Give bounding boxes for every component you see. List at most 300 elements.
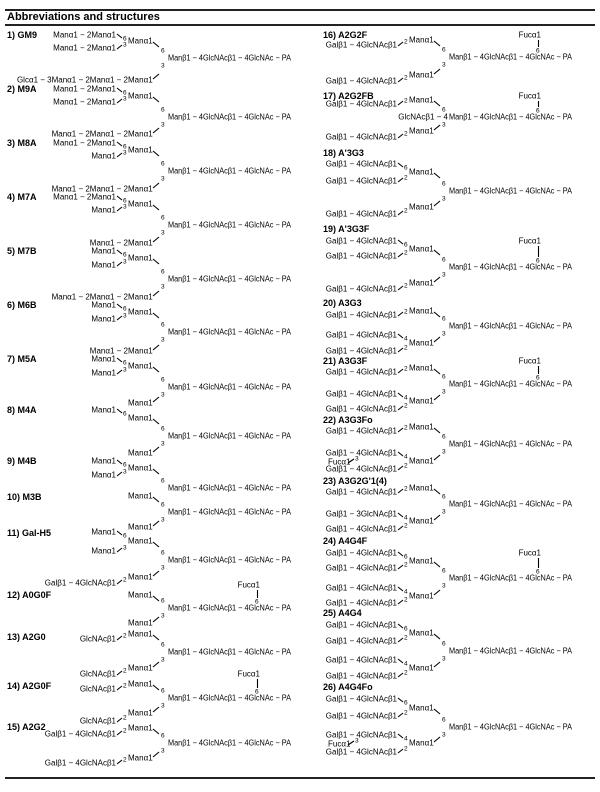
antenna: Galβ1 − 4GlcNAcβ1 bbox=[325, 346, 397, 356]
structure-label: 10) M3B bbox=[7, 492, 42, 502]
arm-mannose: Manα1 bbox=[128, 463, 153, 473]
arm-mannose: Manα1 bbox=[128, 663, 153, 673]
antenna: Galβ1 − 4GlcNAcβ1 bbox=[325, 159, 397, 169]
structure-label: 1) GM9 bbox=[7, 30, 38, 40]
linkage-bond bbox=[153, 313, 159, 318]
core-chain: Manβ1 − 4GlcNAcβ1 − 4GlcNAc − PA bbox=[168, 647, 292, 657]
structure-label: 25) A4G4 bbox=[323, 608, 362, 618]
core-chain: Manβ1 − 4GlcNAcβ1 − 4GlcNAc − PA bbox=[168, 166, 292, 176]
antenna: Galβ1 − 4GlcNAcβ1 bbox=[325, 524, 397, 534]
link-position: 2 bbox=[404, 365, 408, 373]
link-position: 6 bbox=[161, 376, 165, 384]
link-position: 3 bbox=[161, 612, 165, 620]
arm-mannose: Manα1 bbox=[128, 590, 153, 600]
structure-label: 9) M4B bbox=[7, 456, 37, 466]
antenna: Galβ1 − 4GlcNAcβ1 bbox=[325, 671, 397, 681]
structure-label: 7) M5A bbox=[7, 354, 37, 364]
arm-mannose: Manα1 bbox=[128, 307, 153, 317]
link-position: 6 bbox=[161, 501, 165, 509]
linkage-bond bbox=[117, 671, 122, 675]
antenna: Manα1 bbox=[91, 470, 116, 480]
linkage-bond bbox=[117, 548, 122, 552]
link-position: 6 bbox=[442, 315, 446, 323]
link-position: 2 bbox=[404, 424, 408, 432]
arm-mannose: Manα1 bbox=[128, 753, 153, 763]
linkage-bond bbox=[153, 151, 159, 156]
linkage-bond bbox=[153, 447, 159, 452]
arm-chain: Manα1 − 2 bbox=[89, 346, 128, 356]
link-position: 3 bbox=[442, 655, 446, 663]
link-position: 3 bbox=[123, 95, 127, 103]
arm-mannose: Manα1 bbox=[409, 663, 434, 673]
link-position: 6 bbox=[404, 625, 408, 633]
core-fucose: Fucα1 bbox=[237, 580, 260, 590]
antenna: Manα1 − 2Manα1 bbox=[53, 84, 116, 94]
arm-mannose: Manα1 bbox=[128, 413, 153, 423]
linkage-bond bbox=[117, 262, 122, 266]
structure-label: 2) M9A bbox=[7, 84, 37, 94]
linkage-bond bbox=[117, 460, 122, 464]
core-chain: Manβ1 − 4GlcNAcβ1 − 4GlcNAc − PA bbox=[449, 499, 573, 509]
linkage-bond bbox=[398, 749, 403, 753]
structure-label: 18) A'3G3 bbox=[323, 148, 364, 158]
linkage-bond bbox=[153, 542, 159, 547]
linkage-bond bbox=[153, 128, 159, 133]
arm-mannose: Manα1 bbox=[409, 95, 434, 105]
link-position: 6 bbox=[161, 268, 165, 276]
link-position: 3 bbox=[161, 391, 165, 399]
linkage-bond bbox=[117, 370, 122, 374]
linkage-bond bbox=[434, 41, 440, 46]
antenna: GlcNAcβ1 bbox=[79, 684, 116, 694]
core-fucose: Fucα1 bbox=[518, 30, 541, 40]
link-position: 6 bbox=[161, 47, 165, 55]
antenna: Galβ1 − 4GlcNAcβ1 bbox=[325, 426, 397, 436]
linkage-bond bbox=[434, 634, 440, 639]
link-position: 4 bbox=[404, 588, 408, 596]
antenna: Manα1 bbox=[91, 314, 116, 324]
structure-label: 23) A3G2G'1(4) bbox=[323, 476, 387, 486]
link-position: 2 bbox=[404, 38, 408, 46]
arm-mannose: Manα1 bbox=[128, 723, 153, 733]
arm-mannose: Manα1 bbox=[128, 129, 153, 139]
antenna: Manα1 bbox=[91, 527, 116, 537]
link-position: 3 bbox=[355, 455, 359, 463]
linkage-bond bbox=[117, 316, 122, 320]
linkage-bond bbox=[117, 409, 122, 413]
linkage-bond bbox=[398, 393, 403, 397]
linkage-bond bbox=[153, 183, 159, 188]
structure-label: 11) Gal-H5 bbox=[7, 528, 52, 538]
linkage-bond bbox=[398, 489, 403, 493]
structure-label: 15) A2G2 bbox=[7, 722, 46, 732]
link-position: 6 bbox=[123, 35, 127, 43]
structure-label: 12) A0G0F bbox=[7, 590, 52, 600]
arm-mannose: Manα1 bbox=[128, 145, 153, 155]
linkage-bond bbox=[398, 659, 403, 663]
link-position: 3 bbox=[161, 336, 165, 344]
core-fucose: Fucα1 bbox=[518, 91, 541, 101]
core-fucose: Fucα1 bbox=[518, 356, 541, 366]
linkage-bond bbox=[153, 571, 159, 576]
link-position: 6 bbox=[161, 214, 165, 222]
arm-chain: Manα1 − 2 bbox=[89, 238, 128, 248]
link-position: 6 bbox=[536, 374, 540, 382]
linkage-bond bbox=[398, 513, 403, 517]
antenna: Manα1 bbox=[91, 368, 116, 378]
arm-mannose: Manα1 bbox=[409, 591, 434, 601]
antenna: Galβ1 − 4GlcNAcβ1 bbox=[325, 389, 397, 399]
arm-mannose: Manα1 bbox=[128, 618, 153, 628]
link-position: 2 bbox=[123, 714, 127, 722]
antenna: Manα1 − 2Manα1 bbox=[53, 97, 116, 107]
arm-mannose: Manα1 bbox=[128, 629, 153, 639]
bottom-rule bbox=[5, 777, 595, 779]
link-position: 6 bbox=[161, 597, 165, 605]
structure-label: 8) M4A bbox=[7, 405, 37, 415]
core-chain: Manβ1 − 4GlcNAcβ1 − 4GlcNAc − PA bbox=[449, 112, 573, 122]
antenna: Manα1 bbox=[91, 405, 116, 415]
linkage-bond bbox=[117, 472, 122, 476]
linkage-bond bbox=[398, 163, 403, 167]
link-position: 6 bbox=[442, 256, 446, 264]
link-position: 2 bbox=[404, 709, 408, 717]
arm-mannose: Manα1 bbox=[128, 253, 153, 263]
link-position: 6 bbox=[536, 568, 540, 576]
link-position: 3 bbox=[123, 203, 127, 211]
linkage-bond bbox=[398, 565, 403, 569]
core-chain: Manβ1 − 4GlcNAcβ1 − 4GlcNAc − PA bbox=[449, 262, 573, 272]
link-position: 6 bbox=[442, 46, 446, 54]
linkage-bond bbox=[153, 74, 159, 79]
linkage-bond bbox=[434, 662, 440, 667]
structure-label: 3) M8A bbox=[7, 138, 37, 148]
linkage-bond bbox=[153, 367, 159, 372]
link-position: 6 bbox=[536, 257, 540, 265]
antenna: Galβ1 − 4GlcNAcβ1 bbox=[325, 464, 397, 474]
structure-label: 26) A4G4Fo bbox=[323, 682, 373, 692]
antenna: Galβ1 − 4GlcNAcβ1 bbox=[325, 598, 397, 608]
link-position: 6 bbox=[161, 106, 165, 114]
antenna: Manα1 − 2Manα1 bbox=[53, 192, 116, 202]
link-position: 6 bbox=[442, 567, 446, 575]
link-position: 3 bbox=[442, 508, 446, 516]
arm-mannose: Manα1 bbox=[409, 483, 434, 493]
link-position: 3 bbox=[442, 121, 446, 129]
linkage-bond bbox=[153, 685, 159, 690]
structure-label: 5) M7B bbox=[7, 246, 37, 256]
link-position: 3 bbox=[442, 448, 446, 456]
linkage-bond bbox=[153, 42, 159, 47]
linkage-bond bbox=[117, 731, 122, 735]
linkage-bond bbox=[153, 469, 159, 474]
link-position: 3 bbox=[123, 366, 127, 374]
antenna: Manα1 bbox=[91, 260, 116, 270]
link-position: 3 bbox=[123, 149, 127, 157]
arm-mannose: Manα1 bbox=[128, 708, 153, 718]
link-position: 6 bbox=[161, 732, 165, 740]
link-position: 4 bbox=[404, 660, 408, 668]
structure-label: 19) A'3G3F bbox=[323, 224, 370, 234]
link-position: 6 bbox=[123, 197, 127, 205]
arm-mannose: Manα1 bbox=[128, 75, 153, 85]
linkage-bond bbox=[153, 259, 159, 264]
arm-mannose: Manα1 bbox=[409, 628, 434, 638]
core-chain: Manβ1 − 4GlcNAcβ1 − 4GlcNAc − PA bbox=[449, 646, 573, 656]
structure-label: 21) A3G3F bbox=[323, 356, 368, 366]
antenna: Galβ1 − 4GlcNAcβ1 bbox=[325, 636, 397, 646]
linkage-bond bbox=[398, 42, 403, 46]
linkage-bond bbox=[398, 552, 403, 556]
link-position: 3 bbox=[123, 312, 127, 320]
link-position: 3 bbox=[161, 229, 165, 237]
link-position: 2 bbox=[404, 74, 408, 82]
arm-chain: Glcα1 − 3Manα1 − 2Manα1 − 2 bbox=[16, 75, 128, 85]
link-position: 2 bbox=[404, 669, 408, 677]
arm-mannose: Manα1 bbox=[128, 398, 153, 408]
linkage-bond bbox=[117, 207, 122, 211]
link-position: 6 bbox=[442, 373, 446, 381]
antenna: Galβ1 − 4GlcNAcβ1 bbox=[325, 487, 397, 497]
arm-mannose: Manα1 bbox=[128, 184, 153, 194]
core-chain: Manβ1 − 4GlcNAcβ1 − 4GlcNAc − PA bbox=[168, 53, 292, 63]
link-position: 6 bbox=[442, 180, 446, 188]
arm-mannose: Manα1 bbox=[409, 35, 434, 45]
linkage-bond bbox=[117, 196, 122, 200]
link-position: 3 bbox=[355, 737, 359, 745]
linkage-bond bbox=[434, 562, 440, 567]
antenna: Galβ1 − 4GlcNAcβ1 bbox=[325, 448, 397, 458]
core-chain: Manβ1 − 4GlcNAcβ1 − 4GlcNAc − PA bbox=[168, 382, 292, 392]
link-position: 2 bbox=[404, 174, 408, 182]
core-fucose: Fucα1 bbox=[237, 669, 260, 679]
link-position: 6 bbox=[404, 553, 408, 561]
link-position: 6 bbox=[123, 305, 127, 313]
antenna: Manα1 bbox=[91, 205, 116, 215]
linkage-bond bbox=[153, 617, 159, 622]
link-position: 2 bbox=[404, 282, 408, 290]
link-position: 6 bbox=[255, 598, 259, 606]
linkage-bond bbox=[434, 590, 440, 595]
antenna-fucose: Fucα1 bbox=[328, 457, 351, 467]
core-chain: Manβ1 − 4GlcNAcβ1 − 4GlcNAc − PA bbox=[449, 379, 573, 389]
antenna: Galβ1 − 4GlcNAcβ1 bbox=[325, 711, 397, 721]
link-position: 2 bbox=[404, 97, 408, 105]
arm-mannose: Manα1 bbox=[409, 516, 434, 526]
linkage-bond bbox=[153, 707, 159, 712]
antenna: Galβ1 − 4GlcNAcβ1 bbox=[325, 76, 397, 86]
core-chain: Manβ1 − 4GlcNAcβ1 − 4GlcNAc − PA bbox=[168, 274, 292, 284]
linkage-bond bbox=[117, 34, 122, 38]
linkage-bond bbox=[153, 752, 159, 757]
core-chain: Manβ1 − 4GlcNAcβ1 − 4GlcNAc − PA bbox=[168, 220, 292, 230]
link-position: 6 bbox=[161, 549, 165, 557]
link-position: 3 bbox=[161, 62, 165, 70]
link-position: 6 bbox=[442, 716, 446, 724]
link-position: 2 bbox=[404, 462, 408, 470]
linkage-bond bbox=[153, 291, 159, 296]
link-position: 2 bbox=[404, 344, 408, 352]
arm-mannose: Manα1 bbox=[128, 238, 153, 248]
antenna: GlcNAcβ1 bbox=[79, 634, 116, 644]
antenna: Galβ1 − 4GlcNAcβ1 bbox=[325, 620, 397, 630]
antenna: Manα1 bbox=[91, 546, 116, 556]
core-chain: Manβ1 − 4GlcNAcβ1 − 4GlcNAc − PA bbox=[168, 738, 292, 748]
linkage-bond bbox=[398, 240, 403, 244]
linkage-bond bbox=[398, 253, 403, 257]
core-chain: Manβ1 − 4GlcNAcβ1 − 4GlcNAc − PA bbox=[168, 483, 292, 493]
antenna: Galβ1 − 4GlcNAcβ1 bbox=[325, 176, 397, 186]
link-position: 2 bbox=[123, 576, 127, 584]
link-position: 4 bbox=[404, 335, 408, 343]
link-position: 3 bbox=[442, 330, 446, 338]
link-position: 2 bbox=[404, 207, 408, 215]
antenna: Galβ1 − 4GlcNAcβ1 bbox=[325, 563, 397, 573]
linkage-bond bbox=[398, 178, 403, 182]
structure-label: 6) M6B bbox=[7, 300, 37, 310]
antenna: GlcNAcβ1 bbox=[79, 716, 116, 726]
linkage-bond bbox=[153, 237, 159, 242]
arm-mannose: Manα1 bbox=[409, 70, 434, 80]
arm-mannose: Manα1 bbox=[128, 491, 153, 501]
linkage-bond bbox=[153, 419, 159, 424]
linkage-bond bbox=[398, 348, 403, 352]
antenna: Galβ1 − 4GlcNAcβ1 bbox=[325, 99, 397, 109]
linkage-bond bbox=[398, 713, 403, 717]
structure-label: 17) A2G2FB bbox=[323, 91, 374, 101]
core-chain: Manβ1 − 4GlcNAcβ1 − 4GlcNAc − PA bbox=[168, 327, 292, 337]
link-position: 4 bbox=[404, 735, 408, 743]
link-position: 3 bbox=[123, 258, 127, 266]
linkage-bond bbox=[153, 97, 159, 102]
arm-mannose: Manα1 bbox=[409, 338, 434, 348]
arm-mannose: Manα1 bbox=[409, 202, 434, 212]
linkage-bond bbox=[434, 428, 440, 433]
arm-chain: Manα1 − 2Manα1 − 2 bbox=[51, 129, 128, 139]
arm-mannose: Manα1 bbox=[409, 422, 434, 432]
arm-mannose: Manα1 bbox=[128, 292, 153, 302]
linkage-bond bbox=[434, 395, 440, 400]
linkage-bond bbox=[153, 497, 159, 502]
link-position: 3 bbox=[123, 468, 127, 476]
core-chain: Manβ1 − 4GlcNAcβ1 − 4GlcNAc − PA bbox=[449, 573, 573, 583]
antenna: Galβ1 − 3GlcNAcβ1 bbox=[325, 509, 397, 519]
link-position: 6 bbox=[404, 699, 408, 707]
link-position: 2 bbox=[123, 756, 127, 764]
core-chain: Manβ1 − 4GlcNAcβ1 − 4GlcNAc − PA bbox=[168, 555, 292, 565]
link-position: 3 bbox=[161, 564, 165, 572]
arm-mannose: Manα1 bbox=[128, 679, 153, 689]
core-chain: Manβ1 − 4GlcNAcβ1 − 4GlcNAc − PA bbox=[168, 431, 292, 441]
linkage-bond bbox=[117, 760, 122, 764]
linkage-bond bbox=[117, 142, 122, 146]
link-position: 6 bbox=[404, 164, 408, 172]
linkage-bond bbox=[398, 624, 403, 628]
arm-mannose: Manα1 bbox=[128, 199, 153, 209]
link-position: 2 bbox=[404, 308, 408, 316]
linkage-bond bbox=[398, 734, 403, 738]
antenna: Galβ1 − 4GlcNAcβ1 bbox=[325, 655, 397, 665]
linkage-bond bbox=[153, 521, 159, 526]
link-position: 6 bbox=[255, 688, 259, 696]
arm-mannose: Manα1 bbox=[128, 36, 153, 46]
structure-label: 20) A3G3 bbox=[323, 298, 362, 308]
antenna: Manα1 bbox=[91, 151, 116, 161]
bisecting-glcnac: GlcNAcβ1 − 4 bbox=[398, 112, 448, 122]
linkage-bond bbox=[117, 88, 122, 92]
core-chain: Manβ1 − 4GlcNAcβ1 − 4GlcNAc − PA bbox=[168, 507, 292, 517]
linkage-bond bbox=[117, 636, 122, 640]
linkage-bond bbox=[398, 211, 403, 215]
link-position: 3 bbox=[442, 731, 446, 739]
linkage-bond bbox=[398, 406, 403, 410]
structure-label: 22) A3G3Fo bbox=[323, 415, 373, 425]
arm-mannose: Manα1 bbox=[409, 363, 434, 373]
link-position: 6 bbox=[442, 433, 446, 441]
core-chain: Manβ1 − 4GlcNAcβ1 − 4GlcNAc − PA bbox=[449, 722, 573, 732]
link-position: 6 bbox=[442, 493, 446, 501]
link-position: 3 bbox=[161, 283, 165, 291]
linkage-bond bbox=[117, 99, 122, 103]
link-position: 2 bbox=[404, 130, 408, 138]
core-fucose: Fucα1 bbox=[518, 236, 541, 246]
link-position: 2 bbox=[404, 596, 408, 604]
antenna: Manα1 − 2Manα1 bbox=[53, 30, 116, 40]
antenna: Galβ1 − 4GlcNAcβ1 bbox=[325, 747, 397, 757]
linkage-bond bbox=[434, 201, 440, 206]
link-position: 3 bbox=[442, 271, 446, 279]
linkage-bond bbox=[398, 466, 403, 470]
arm-mannose: Manα1 bbox=[128, 536, 153, 546]
arm-mannose: Manα1 bbox=[128, 91, 153, 101]
linkage-bond bbox=[153, 729, 159, 734]
linkage-bond bbox=[153, 205, 159, 210]
linkage-bond bbox=[398, 638, 403, 642]
core-fucose: Fucα1 bbox=[518, 548, 541, 558]
antenna: Galβ1 − 4GlcNAcβ1 bbox=[325, 310, 397, 320]
link-position: 3 bbox=[442, 582, 446, 590]
link-position: 2 bbox=[404, 561, 408, 569]
link-position: 2 bbox=[404, 745, 408, 753]
linkage-bond bbox=[398, 78, 403, 82]
link-position: 6 bbox=[161, 425, 165, 433]
structure-label: 24) A4G4F bbox=[323, 536, 368, 546]
linkage-bond bbox=[398, 698, 403, 702]
antenna: Galβ1 − 4GlcNAcβ1 bbox=[325, 330, 397, 340]
linkage-bond bbox=[434, 173, 440, 178]
linkage-bond bbox=[117, 250, 122, 254]
link-position: 2 bbox=[123, 682, 127, 690]
linkage-bond bbox=[398, 673, 403, 677]
link-position: 2 bbox=[404, 249, 408, 257]
structure-label: 14) A2G0F bbox=[7, 681, 52, 691]
linkage-bond bbox=[117, 304, 122, 308]
arm-chain: Manα1 − 2Manα1 − 2 bbox=[51, 292, 128, 302]
linkage-bond bbox=[153, 345, 159, 350]
link-position: 6 bbox=[161, 321, 165, 329]
link-position: 6 bbox=[536, 107, 540, 115]
antenna: Galβ1 − 4GlcNAcβ1 bbox=[325, 404, 397, 414]
link-position: 2 bbox=[123, 667, 127, 675]
antenna: Manα1 − 2Manα1 bbox=[53, 43, 116, 53]
linkage-bond bbox=[434, 312, 440, 317]
link-position: 3 bbox=[161, 516, 165, 524]
structure-label: 16) A2G2F bbox=[323, 30, 368, 40]
arm-mannose: Manα1 bbox=[409, 278, 434, 288]
link-position: 6 bbox=[123, 410, 127, 418]
link-position: 3 bbox=[161, 440, 165, 448]
antenna: Galβ1 − 4GlcNAcβ1 bbox=[325, 284, 397, 294]
